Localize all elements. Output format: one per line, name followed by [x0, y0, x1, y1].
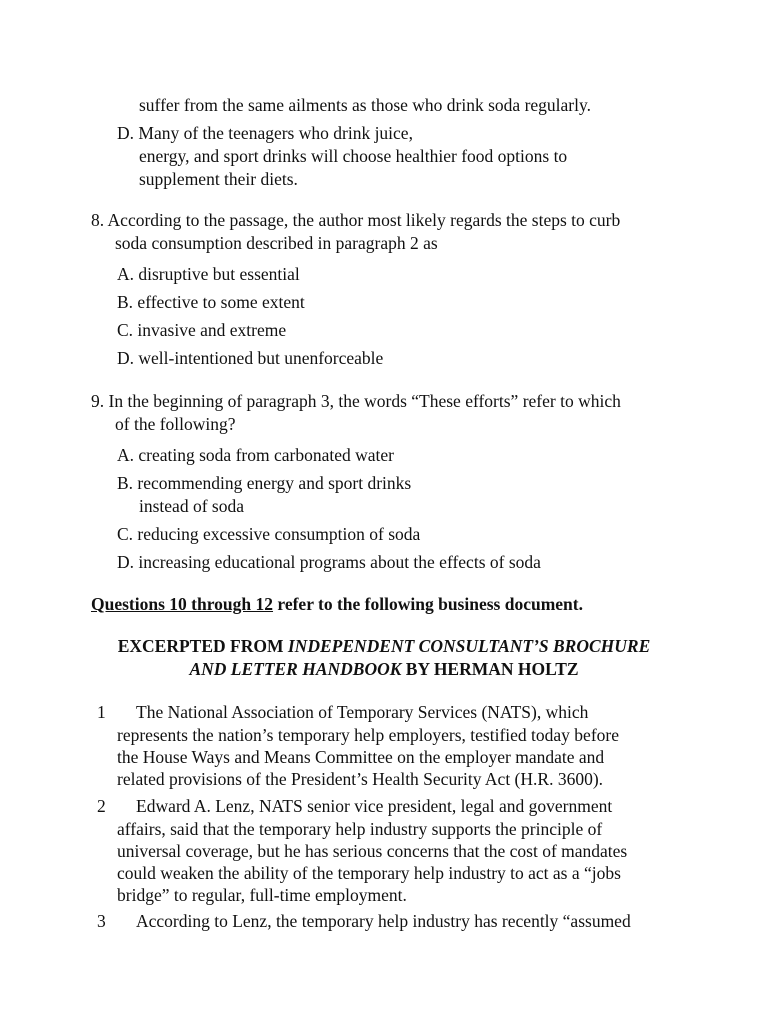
- paragraph-1-line2: represents the nation’s temporary help employers, testified today before: [117, 725, 619, 745]
- q8-stem-line2: soda consumption described in paragraph 2 as: [115, 233, 438, 253]
- excerpt-title-line2: [0, 658, 768, 681]
- q8-option-d: D. well-intentioned but unenforceable: [117, 348, 384, 368]
- q9-option-d: D. increasing educational programs about the effects of soda: [117, 552, 541, 572]
- excerpt-title-book-part2: AND LETTER HANDBOOK: [189, 659, 402, 679]
- q9-option-a: A. creating soda from carbonated water: [117, 445, 394, 465]
- excerpt-title-prefix: EXCERPTED FROM: [117, 636, 288, 656]
- paragraph-1-line3: the House Ways and Means Committee on the employer mandate and: [117, 747, 605, 767]
- paragraph-2-line3: universal coverage, but he has serious concerns that the cost of mandates: [117, 841, 628, 861]
- excerpt-title-book-part1: INDEPENDENT CONSULTANT’S BROCHURE: [287, 636, 651, 656]
- q9-stem-line1: 9. In the beginning of paragraph 3, the words “These efforts” refer to which: [91, 391, 621, 411]
- paragraph-2-line5: bridge” to regular, full-time employment.: [117, 885, 407, 905]
- paragraph-number-2: 2: [97, 796, 106, 816]
- section-intro-range: Questions 10 through 12: [91, 594, 274, 614]
- paragraph-2-line4: could weaken the ability of the temporary help industry to act as a “jobs: [117, 863, 621, 883]
- excerpt-title-author: BY HERMAN HOLTZ: [401, 659, 579, 679]
- q7-option-c-tail: suffer from the same ailments as those who drink soda regularly.: [139, 95, 591, 115]
- q9-stem-line2: of the following?: [115, 414, 236, 434]
- q9-option-c: C. reducing excessive consumption of soda: [117, 524, 421, 544]
- q7-option-d-line3: supplement their diets.: [139, 169, 298, 189]
- section-intro: [91, 593, 583, 616]
- paragraph-1-line1: The National Association of Temporary Services (NATS), which: [136, 702, 589, 722]
- paragraph-number-3: 3: [97, 911, 106, 931]
- q9-option-b-line1: B. recommending energy and sport drinks: [117, 473, 412, 493]
- q8-option-b: B. effective to some extent: [117, 292, 305, 312]
- q7-option-d-line2: energy, and sport drinks will choose healthier food options to: [139, 146, 568, 166]
- section-intro-rest: refer to the following business document.: [273, 594, 583, 614]
- q9-option-b-line2: instead of soda: [139, 496, 244, 516]
- paragraph-3-line1: According to Lenz, the temporary help industry has recently “assumed: [136, 911, 631, 931]
- paragraph-2-line1: Edward A. Lenz, NATS senior vice president, legal and government: [136, 796, 613, 816]
- paragraph-1-line4: related provisions of the President’s Health Security Act (H.R. 3600).: [117, 769, 604, 789]
- q8-option-a: A. disruptive but essential: [117, 264, 300, 284]
- q8-stem-line1: 8. According to the passage, the author most likely regards the steps to curb: [91, 210, 621, 230]
- excerpt-title-line1: [0, 635, 768, 658]
- q7-option-d-line1: D. Many of the teenagers who drink juice,: [117, 123, 413, 143]
- paragraph-number-1: 1: [97, 702, 106, 722]
- paragraph-2-line2: affairs, said that the temporary help industry supports the principle of: [117, 819, 603, 839]
- q8-option-c: C. invasive and extreme: [117, 320, 287, 340]
